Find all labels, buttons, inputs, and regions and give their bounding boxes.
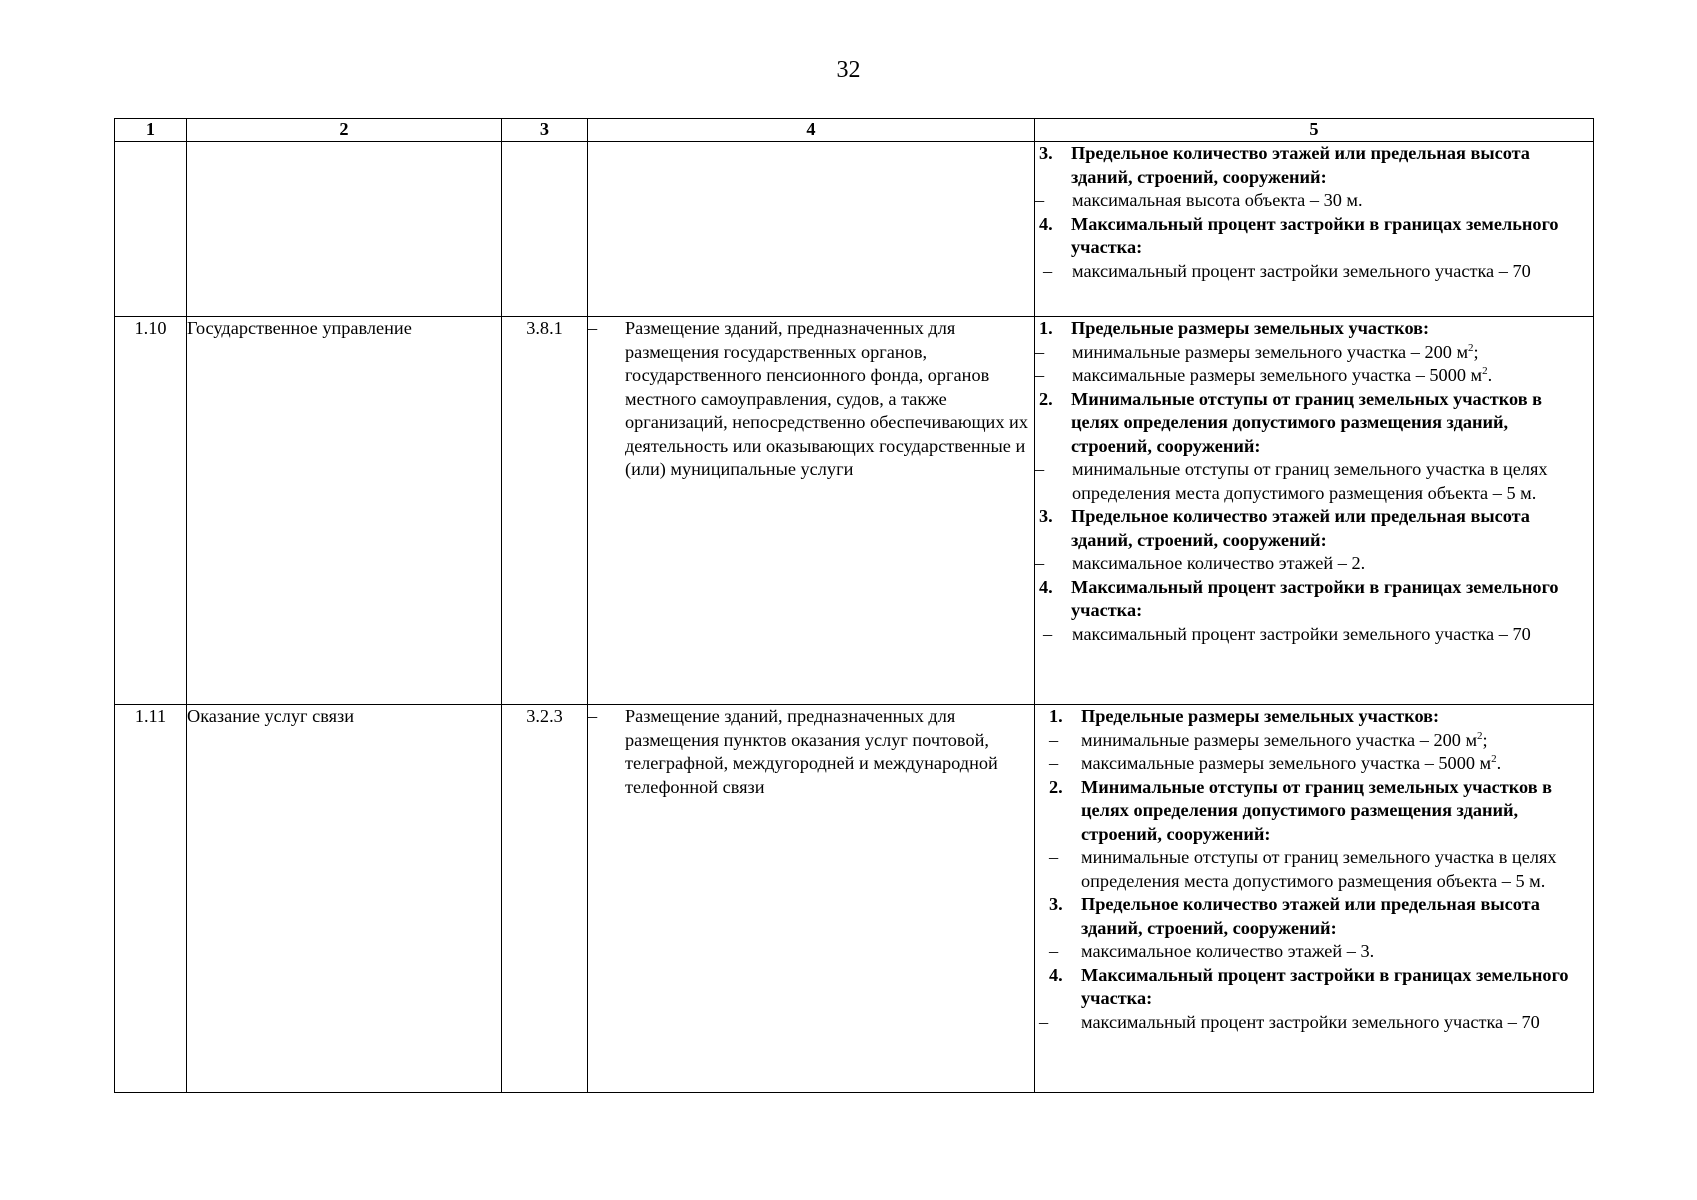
item-dash: – bbox=[1049, 941, 1059, 961]
parameter-value bbox=[1035, 729, 1593, 753]
item-text-main: Минимальные отступы от границ земельных участков в целях определения допустимого размещения зданий, строений, сооружений: bbox=[1081, 776, 1553, 844]
item-text-suffix: . bbox=[1496, 753, 1502, 773]
item-text bbox=[1071, 576, 1593, 623]
header-cell-3: 3 bbox=[502, 119, 588, 142]
use-name: Государственное управление bbox=[187, 317, 502, 705]
item-text-main: максимальный процент застройки земельного участка – 70 bbox=[1072, 623, 1531, 644]
table-row bbox=[115, 142, 1594, 317]
use-description bbox=[588, 317, 1035, 705]
item-text-main: Предельное количество этажей или предельная высота зданий, строений, сооружений: bbox=[1071, 143, 1530, 187]
item-text-main: Максимальный процент застройки в границах земельного участка: bbox=[1071, 576, 1559, 620]
item-text bbox=[1072, 364, 1593, 388]
use-name bbox=[187, 142, 502, 317]
item-text bbox=[1071, 388, 1593, 459]
parameter-value bbox=[1035, 552, 1593, 576]
item-number: 1. bbox=[1039, 318, 1053, 338]
item-number: 2. bbox=[1049, 776, 1063, 797]
header-cell-4: 4 bbox=[588, 119, 1035, 142]
table-row bbox=[115, 317, 1594, 705]
item-text-main: Минимальные отступы от границ земельных участков в целях определения допустимого размещения зданий, строений, сооружений: bbox=[1071, 388, 1543, 456]
item-text-main: максимальное количество этажей – 3. bbox=[1081, 941, 1375, 961]
item-dash: – bbox=[1049, 753, 1059, 773]
item-text bbox=[1081, 846, 1593, 893]
item-text bbox=[1072, 341, 1593, 365]
row-number bbox=[115, 142, 187, 317]
use-description bbox=[588, 705, 1035, 1093]
item-dash: – bbox=[1043, 260, 1053, 281]
item-text bbox=[1081, 1011, 1593, 1035]
superscript: 2 bbox=[1491, 752, 1497, 765]
regulations-table bbox=[114, 118, 1594, 1093]
item-text bbox=[1081, 705, 1593, 729]
header-cell-2: 2 bbox=[187, 119, 502, 142]
item-text-main: максимальный процент застройки земельного участка – 70 bbox=[1081, 1011, 1540, 1032]
item-text bbox=[1071, 213, 1593, 260]
row-number: 1.11 bbox=[115, 705, 187, 1093]
use-name: Оказание услуг связи bbox=[187, 705, 502, 1093]
header-cell-1: 1 bbox=[115, 119, 187, 142]
item-text bbox=[1081, 964, 1593, 1011]
parameter-value bbox=[1035, 940, 1593, 964]
parameter-value bbox=[1035, 364, 1593, 388]
superscript: 2 bbox=[1482, 364, 1488, 377]
parameter-heading bbox=[1035, 388, 1593, 459]
item-text bbox=[1081, 893, 1593, 940]
item-text bbox=[1081, 752, 1593, 776]
item-number: 4. bbox=[1049, 964, 1063, 985]
item-dash: – bbox=[1049, 847, 1059, 867]
item-text-main: минимальные размеры земельного участка – 200 м bbox=[1072, 341, 1469, 362]
parameter-value bbox=[1035, 189, 1593, 213]
parameter-heading bbox=[1035, 317, 1593, 341]
item-text bbox=[1081, 729, 1593, 753]
item-text-suffix: ; bbox=[1473, 341, 1479, 362]
item-text bbox=[1072, 552, 1593, 576]
item-text-main: минимальные отступы от границ земельного участка в целях определения места допустимого размещения объекта – 5 м. bbox=[1072, 459, 1548, 503]
item-text-main: Предельные размеры земельных участков: bbox=[1081, 706, 1440, 726]
item-dash: – bbox=[1039, 1011, 1049, 1032]
item-text bbox=[1071, 505, 1593, 552]
item-number: 2. bbox=[1039, 388, 1053, 409]
item-text bbox=[1072, 189, 1593, 213]
item-number: 3. bbox=[1039, 506, 1053, 526]
item-dash: – bbox=[1043, 623, 1053, 644]
item-number: 3. bbox=[1039, 143, 1053, 163]
item-text-suffix: ; bbox=[1482, 729, 1488, 750]
parameter-heading bbox=[1035, 576, 1593, 623]
parameter-heading bbox=[1035, 142, 1593, 189]
item-text bbox=[1072, 623, 1593, 647]
parameter-value bbox=[1035, 341, 1593, 365]
item-number: 3. bbox=[1049, 894, 1063, 914]
superscript: 2 bbox=[1477, 729, 1483, 742]
description-dash: – bbox=[588, 706, 598, 726]
description-text: Размещение зданий, предназначенных для размещения государственных органов, государственного пенсионного фонда, органов местного самоуправления, судов, а также организаций, непосредственно обеспечивающих их деятельность или оказывающих государственные и (или) муниципальные услуги bbox=[625, 318, 1028, 479]
parameter-value bbox=[1035, 260, 1593, 284]
item-text bbox=[1071, 317, 1593, 341]
parameter-heading bbox=[1035, 964, 1593, 1011]
parameter-value bbox=[1035, 1011, 1593, 1035]
item-text bbox=[1081, 776, 1593, 847]
item-text-main: Максимальный процент застройки в границах земельного участка: bbox=[1071, 213, 1559, 257]
parameter-value bbox=[1035, 752, 1593, 776]
item-dash: – bbox=[1035, 459, 1045, 479]
item-text-main: максимальные размеры земельного участка – 5000 м bbox=[1081, 753, 1492, 773]
item-number: 4. bbox=[1039, 213, 1053, 234]
parameter-heading bbox=[1035, 505, 1593, 552]
parameter-heading bbox=[1035, 893, 1593, 940]
item-text-main: максимальные размеры земельного участка – 5000 м bbox=[1072, 365, 1483, 385]
item-text-main: Предельное количество этажей или предельная высота зданий, строений, сооружений: bbox=[1081, 894, 1540, 938]
item-dash: – bbox=[1035, 365, 1045, 385]
superscript: 2 bbox=[1468, 341, 1474, 354]
item-dash: – bbox=[1049, 729, 1059, 750]
item-text bbox=[1081, 940, 1593, 964]
use-description bbox=[588, 142, 1035, 317]
item-text bbox=[1072, 458, 1593, 505]
header-row bbox=[115, 119, 1594, 142]
page-number: 32 bbox=[836, 57, 861, 83]
item-text-main: Максимальный процент застройки в границах земельного участка: bbox=[1081, 964, 1569, 1008]
use-code: 3.2.3 bbox=[502, 705, 588, 1093]
item-text bbox=[1071, 142, 1593, 189]
item-text bbox=[1072, 260, 1593, 284]
parameter-value bbox=[1035, 623, 1593, 647]
item-text-main: минимальные отступы от границ земельного участка в целях определения места допустимого размещения объекта – 5 м. bbox=[1081, 847, 1557, 891]
item-text-main: Предельные размеры земельных участков: bbox=[1071, 318, 1430, 338]
parameter-heading bbox=[1035, 705, 1593, 729]
item-number: 4. bbox=[1039, 576, 1053, 597]
item-text-main: Предельное количество этажей или предельная высота зданий, строений, сооружений: bbox=[1071, 506, 1530, 550]
item-number: 1. bbox=[1049, 706, 1063, 726]
item-text-main: максимальная высота объекта – 30 м. bbox=[1072, 190, 1363, 210]
parameter-value bbox=[1035, 458, 1593, 505]
use-code: 3.8.1 bbox=[502, 317, 588, 705]
item-text-main: максимальное количество этажей – 2. bbox=[1072, 553, 1366, 573]
item-text-main: минимальные размеры земельного участка – 200 м bbox=[1081, 729, 1478, 750]
parameter-heading bbox=[1035, 213, 1593, 260]
item-dash: – bbox=[1035, 341, 1045, 362]
item-dash: – bbox=[1035, 553, 1045, 573]
parameters-cell bbox=[1035, 705, 1594, 1093]
item-text-suffix: . bbox=[1487, 365, 1493, 385]
header-cell-5: 5 bbox=[1035, 119, 1594, 142]
table-row bbox=[115, 705, 1594, 1093]
parameter-heading bbox=[1035, 776, 1593, 847]
description-dash: – bbox=[588, 318, 598, 338]
parameters-cell bbox=[1035, 317, 1594, 705]
parameters-cell bbox=[1035, 142, 1594, 317]
item-text-main: максимальный процент застройки земельного участка – 70 bbox=[1072, 260, 1531, 281]
use-code bbox=[502, 142, 588, 317]
item-dash: – bbox=[1035, 190, 1045, 210]
description-text: Размещение зданий, предназначенных для размещения пунктов оказания услуг почтовой, телеграфной, междугородней и международной телефонной связи bbox=[625, 706, 998, 797]
row-number: 1.10 bbox=[115, 317, 187, 705]
parameter-value bbox=[1035, 846, 1593, 893]
